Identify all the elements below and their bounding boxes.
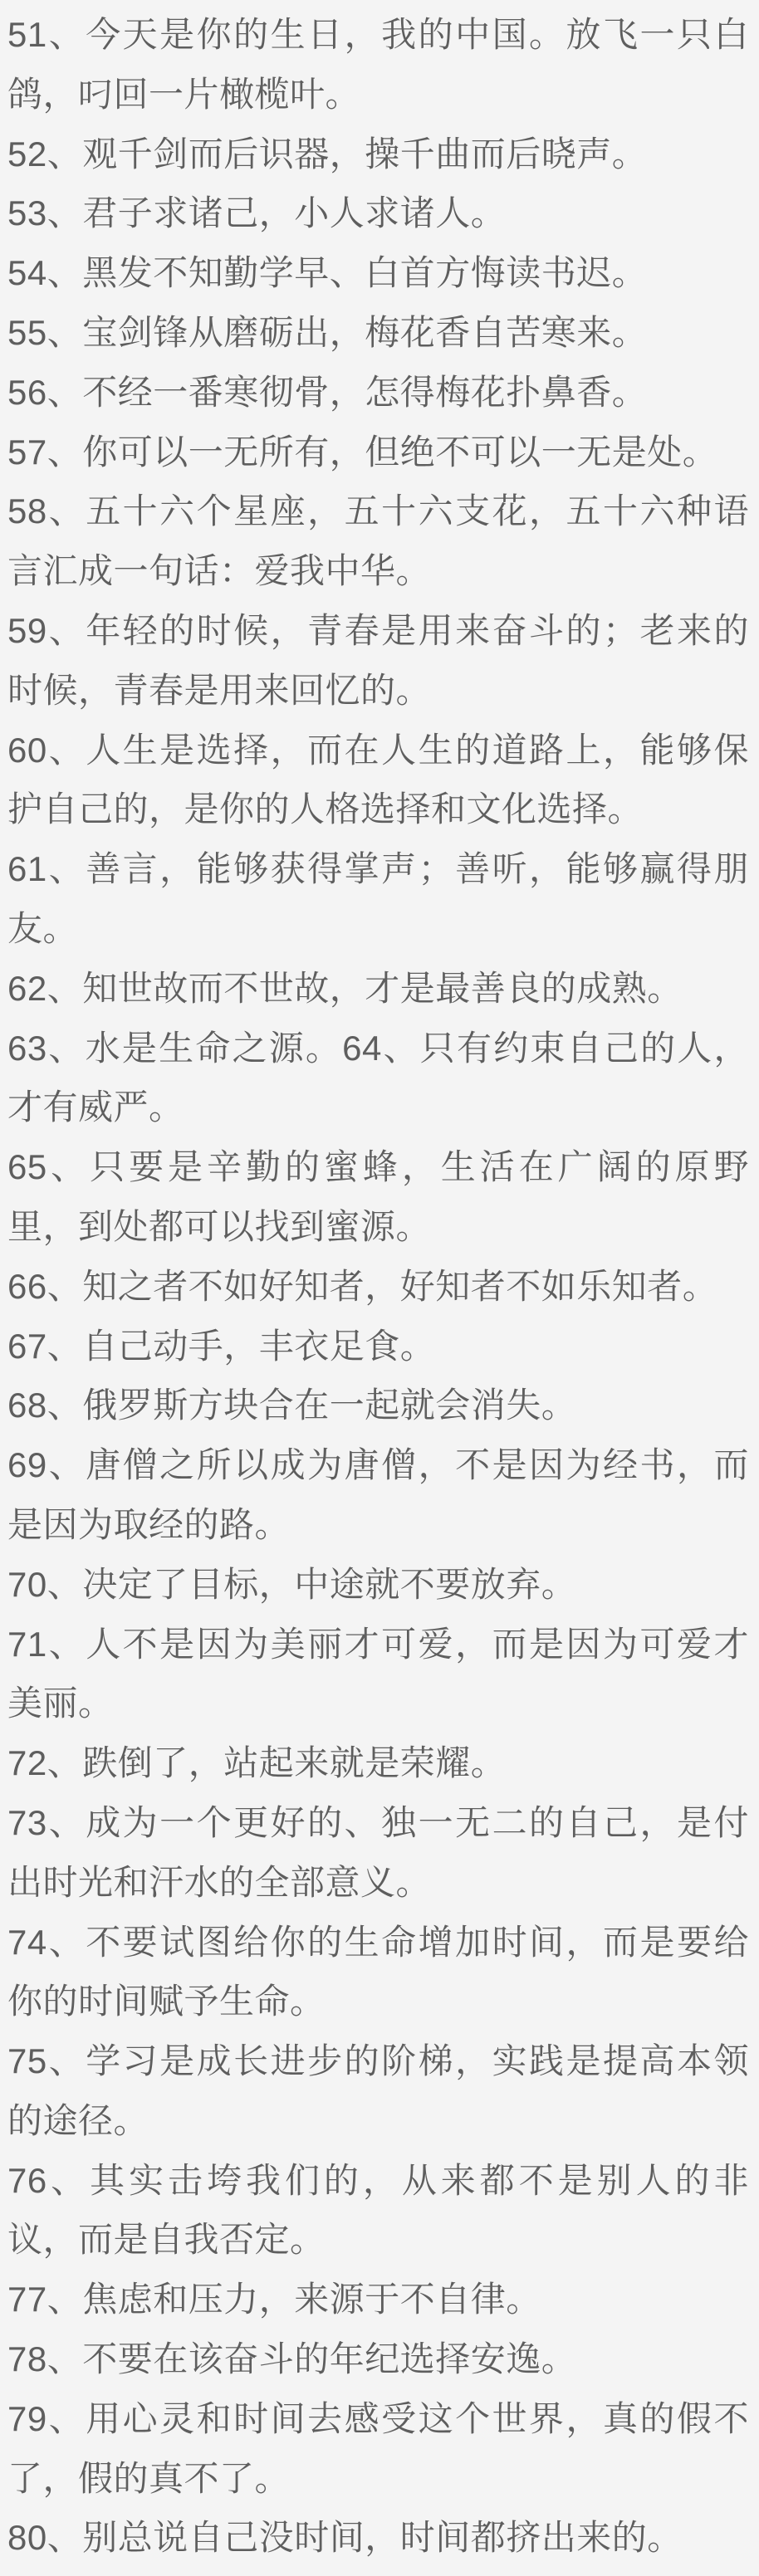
quote-item: 76、其实击垮我们的，从来都不是别人的非议，而是自我否定。 xyxy=(7,2160,749,2260)
quote-item: 68、俄罗斯方块合在一起就会消失。 xyxy=(7,1386,577,1425)
quote-item: 65、只要是辛勤的蜜蜂，生活在广阔的原野里，到处都可以找到蜜源。 xyxy=(7,1147,749,1246)
quote-item: 75、学习是成长进步的阶梯，实践是提高本领的途径。 xyxy=(7,2041,749,2140)
quote-item: 54、黑发不知勤学早、白首方悔读书迟。 xyxy=(7,253,648,293)
quote-item: 72、跌倒了，站起来就是荣耀。 xyxy=(7,1743,507,1783)
quote-item: 58、五十六个星座，五十六支花，五十六种语言汇成一句话：爱我中华。 xyxy=(7,491,749,591)
quote-item: 78、不要在该奋斗的年纪选择安逸。 xyxy=(7,2339,577,2379)
quote-item: 59、年轻的时候，青春是用来奋斗的；老来的时候，青春是用来回忆的。 xyxy=(7,610,749,710)
quote-item: 74、不要试图给你的生命增加时间，而是要给你的时间赋予生命。 xyxy=(7,1922,749,2021)
quote-item: 79、用心灵和时间去感受这个世界，真的假不了，假的真不了。 xyxy=(7,2398,749,2498)
quote-item: 71、人不是因为美丽才可爱，而是因为可爱才美丽。 xyxy=(7,1624,749,1723)
quote-item: 67、自己动手，丰衣足食。 xyxy=(7,1326,436,1366)
quote-item: 53、君子求诸己，小人求诸人。 xyxy=(7,193,507,233)
quote-item: 69、唐僧之所以成为唐僧，不是因为经书，而是因为取经的路。 xyxy=(7,1445,749,1544)
quote-item: 60、人生是选择，而在人生的道路上，能够保护自己的，是你的人格选择和文化选择。 xyxy=(7,730,749,829)
quote-item: 55、宝剑锋从磨砺出，梅花香自苦寒来。 xyxy=(7,312,648,352)
quote-item: 56、不经一番寒彻骨，怎得梅花扑鼻香。 xyxy=(7,372,648,412)
quote-item: 52、观千剑而后识器，操千曲而后晓声。 xyxy=(7,134,648,174)
quote-item: 66、知之者不如好知者，好知者不如乐知者。 xyxy=(7,1266,718,1306)
quote-item: 73、成为一个更好的、独一无二的自己，是付出时光和汗水的全部意义。 xyxy=(7,1802,749,1902)
quote-item: 70、决定了目标，中途就不要放弃。 xyxy=(7,1564,577,1604)
quote-item: 61、善言，能够获得掌声；善听，能够赢得朋友。 xyxy=(7,849,749,948)
quote-item: 63、水是生命之源。64、只有约束自己的人，才有威严。 xyxy=(7,1028,749,1127)
quote-item: 80、别总说自己没时间，时间都挤出来的。 xyxy=(7,2518,683,2558)
quote-item: 51、今天是你的生日，我的中国。放飞一只白鸽，叼回一片橄榄叶。 xyxy=(7,15,749,114)
quote-item: 77、焦虑和压力，来源于不自律。 xyxy=(7,2280,541,2319)
quote-item: 57、你可以一无所有，但绝不可以一无是处。 xyxy=(7,432,718,472)
quote-item: 62、知世故而不世故，才是最善良的成熟。 xyxy=(7,968,683,1008)
